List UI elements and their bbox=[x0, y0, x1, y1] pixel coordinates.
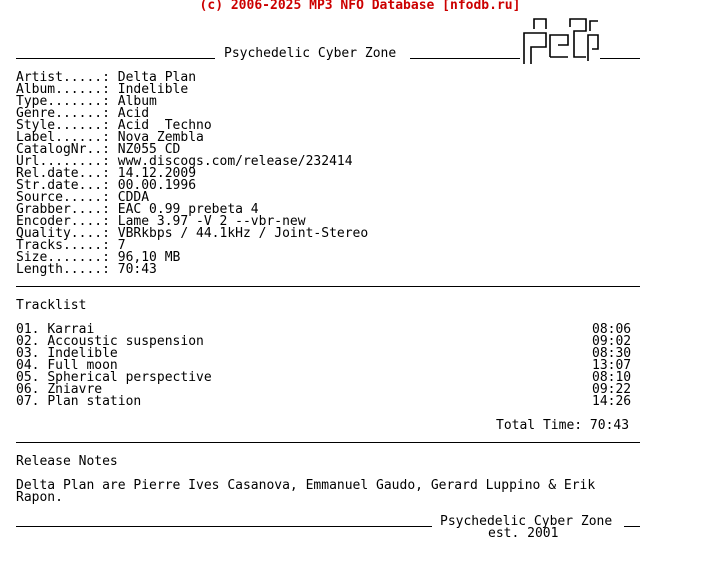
info-value: 70:43 bbox=[117, 262, 157, 277]
release-notes-heading: Release Notes bbox=[16, 454, 118, 469]
footer-title: Psychedelic Cyber Zone bbox=[440, 514, 613, 529]
track-number: 02. bbox=[16, 334, 40, 349]
info-value: VBRkbps / 44.1kHz / Joint-Stereo bbox=[117, 226, 369, 241]
info-label: Artist.....: bbox=[16, 70, 110, 85]
info-value: Album bbox=[117, 94, 157, 109]
total-time-label: Total Time: bbox=[496, 418, 583, 433]
track-number: 03. bbox=[16, 346, 40, 361]
info-value: EAC 0.99 prebeta 4 bbox=[117, 202, 259, 217]
info-value: NZ055 CD bbox=[117, 142, 181, 157]
header-title: Psychedelic Cyber Zone bbox=[224, 46, 397, 61]
info-value: Nova Zembla bbox=[117, 130, 204, 145]
track-time: 08:06 bbox=[592, 322, 632, 337]
info-value: 96,10 MB bbox=[117, 250, 181, 265]
track-title: Karrai bbox=[47, 322, 95, 337]
track-time: 09:02 bbox=[592, 334, 632, 349]
footer-est: est. 2001 bbox=[488, 526, 559, 541]
info-label: Encoder....: bbox=[16, 214, 110, 229]
info-label: Size.......: bbox=[16, 250, 110, 265]
info-value: Acid bbox=[117, 106, 150, 121]
track-time: 08:10 bbox=[592, 370, 632, 385]
info-value: Lame 3.97 -V 2 --vbr-new bbox=[117, 214, 306, 229]
info-label: Style......: bbox=[16, 118, 110, 133]
info-label: CatalogNr..: bbox=[16, 142, 110, 157]
divider bbox=[16, 286, 640, 287]
track-time: 13:07 bbox=[592, 358, 632, 373]
track-title: Full moon bbox=[47, 358, 118, 373]
info-label: Source.....: bbox=[16, 190, 110, 205]
track-title: Plan station bbox=[47, 394, 142, 409]
header-rule-right bbox=[600, 58, 640, 59]
divider bbox=[16, 442, 640, 443]
track-number: 05. bbox=[16, 370, 40, 385]
info-value: www.discogs.com/release/232414 bbox=[117, 154, 353, 169]
info-label: Tracks.....: bbox=[16, 238, 110, 253]
info-value: 7 bbox=[117, 238, 126, 253]
pcz-logo bbox=[522, 17, 600, 65]
info-label: Grabber....: bbox=[16, 202, 110, 217]
track-title: Spherical perspective bbox=[47, 370, 212, 385]
info-value: 00.00.1996 bbox=[117, 178, 197, 193]
track-time: 09:22 bbox=[592, 382, 632, 397]
info-label: Type.......: bbox=[16, 94, 110, 109]
track-title: Indelible bbox=[47, 346, 118, 361]
track-row bbox=[16, 396, 141, 408]
info-label: Str.date...: bbox=[16, 178, 110, 193]
track-time: 08:30 bbox=[592, 346, 632, 361]
header-rule-middle bbox=[410, 58, 520, 59]
track-time: 14:26 bbox=[592, 394, 632, 409]
info-label: Label......: bbox=[16, 130, 110, 145]
tracklist-heading: Tracklist bbox=[16, 298, 87, 313]
release-notes-text: Rapon. bbox=[16, 490, 63, 505]
info-value: CDDA bbox=[117, 190, 150, 205]
info-value: 14.12.2009 bbox=[117, 166, 197, 181]
info-value: Indelible bbox=[117, 82, 189, 97]
track-number: 04. bbox=[16, 358, 40, 373]
release-notes-text: Delta Plan are Pierre Ives Casanova, Emmanuel Gaudo, Gerard Luppino & Erik bbox=[16, 478, 596, 493]
total-time bbox=[496, 420, 629, 432]
track-title: Accoustic suspension bbox=[47, 334, 204, 349]
footer-rule-left bbox=[16, 526, 432, 527]
info-label: Rel.date...: bbox=[16, 166, 110, 181]
info-label: Length.....: bbox=[16, 262, 110, 277]
track-title: Zniavre bbox=[47, 382, 103, 397]
info-label: Genre......: bbox=[16, 106, 110, 121]
copyright-banner: (c) 2006-2025 MP3 NFO Database [nfodb.ru] bbox=[199, 0, 521, 13]
info-value: Delta Plan bbox=[117, 70, 197, 85]
track-number: 07. bbox=[16, 394, 40, 409]
track-number: 06. bbox=[16, 382, 40, 397]
info-value: Acid Techno bbox=[117, 118, 212, 133]
info-label: Album......: bbox=[16, 82, 110, 97]
total-time-value: 70:43 bbox=[589, 418, 630, 433]
info-row bbox=[16, 264, 157, 276]
header-rule-left bbox=[16, 58, 215, 59]
footer-rule-right bbox=[624, 526, 640, 527]
info-label: Quality....: bbox=[16, 226, 110, 241]
track-number: 01. bbox=[16, 322, 40, 337]
info-label: Url........: bbox=[16, 154, 110, 169]
